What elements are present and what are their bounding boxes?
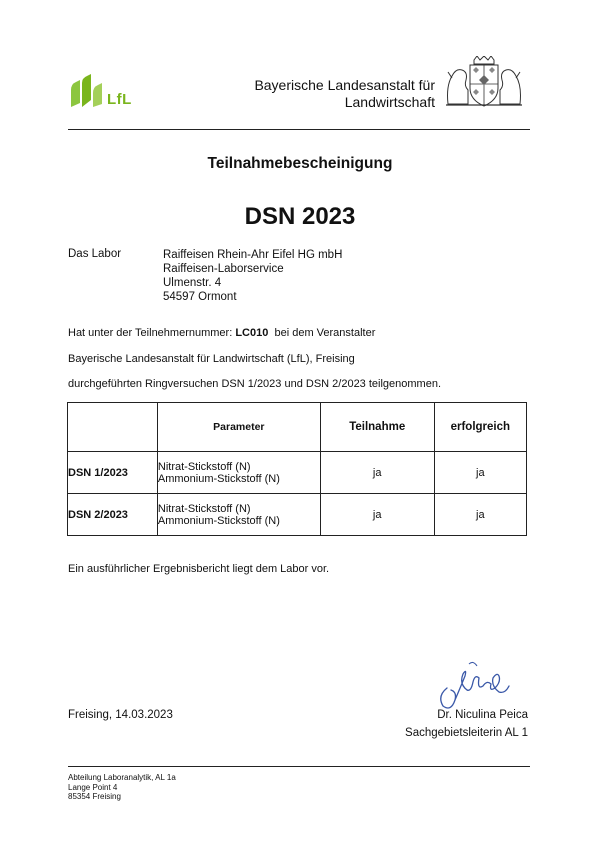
participation-cell: ja: [320, 452, 434, 494]
signer-name: Dr. Niculina Peica: [437, 709, 528, 721]
table-header-cell: Parameter: [157, 403, 320, 452]
lab-address-line: Ulmenstr. 4: [163, 277, 222, 289]
table-row: [68, 452, 527, 494]
organizer-line: Bayerische Landesanstalt für Landwirtschaft (LfL), Freising: [68, 353, 355, 365]
parameter-name: Ammonium-Stickstoff (N): [157, 514, 280, 527]
bavarian-coat-of-arms-icon: [442, 56, 526, 108]
certificate-title: Teilnahmebescheinigung: [207, 155, 393, 172]
table-header-row: [68, 403, 527, 452]
program-title: DSN 2023: [244, 203, 356, 230]
institution-line-1: Bayerische Landesanstalt für: [254, 77, 435, 93]
parameter-cell: [157, 494, 320, 536]
table-row: [68, 494, 527, 536]
footer-address-line: 85354 Freising: [68, 792, 121, 801]
table-header-cell: Teilnahme: [320, 403, 434, 452]
parameter-name: Ammonium-Stickstoff (N): [157, 472, 280, 485]
header-rule: [68, 129, 530, 130]
participant-prefix: Hat unter der Teilnehmernummer:: [68, 327, 233, 339]
lab-address-line: Raiffeisen-Laborservice: [163, 263, 284, 275]
report-note: Ein ausführlicher Ergebnisbericht liegt dem Labor vor.: [68, 563, 330, 575]
institution-name: [254, 77, 435, 111]
round-code: DSN 2/2023: [68, 494, 158, 536]
footer-address-line: Abteilung Laboranalytik, AL 1a: [68, 773, 176, 782]
table-header-cell: [68, 403, 158, 452]
parameter-name: Nitrat-Stickstoff (N): [157, 460, 251, 473]
rounds-line: durchgeführten Ringversuchen DSN 1/2023 und DSN 2/2023 teilgenommen.: [68, 378, 442, 390]
results-table: [67, 402, 527, 536]
parameter-name: Nitrat-Stickstoff (N): [157, 502, 251, 515]
leaf-logo-icon: [68, 73, 108, 113]
participant-suffix: bei dem Veranstalter: [274, 327, 376, 339]
place-date: Freising, 14.03.2023: [68, 709, 173, 721]
signer-role: Sachgebietsleiterin AL 1: [405, 727, 528, 739]
table-header-cell: erfolgreich: [434, 403, 526, 452]
logo-text: LfL: [107, 91, 132, 108]
success-cell: ja: [434, 452, 526, 494]
participant-line: [68, 327, 375, 339]
participation-cell: ja: [320, 494, 434, 536]
lab-address-line: Raiffeisen Rhein-Ahr Eifel HG mbH: [163, 249, 343, 261]
footer-rule: [68, 766, 530, 767]
parameter-cell: [157, 452, 320, 494]
footer-address-line: Lange Point 4: [68, 782, 118, 792]
lab-address: [163, 248, 342, 304]
lab-label: Das Labor: [68, 248, 122, 260]
lab-address-line: 54597 Ormont: [163, 291, 237, 303]
success-cell: ja: [434, 494, 526, 536]
round-code: DSN 1/2023: [68, 452, 158, 494]
footer-address: [68, 773, 176, 802]
handwritten-signature-icon: [433, 656, 515, 714]
participant-number: LC010: [235, 327, 269, 339]
institution-line-2: Landwirtschaft: [344, 94, 435, 110]
